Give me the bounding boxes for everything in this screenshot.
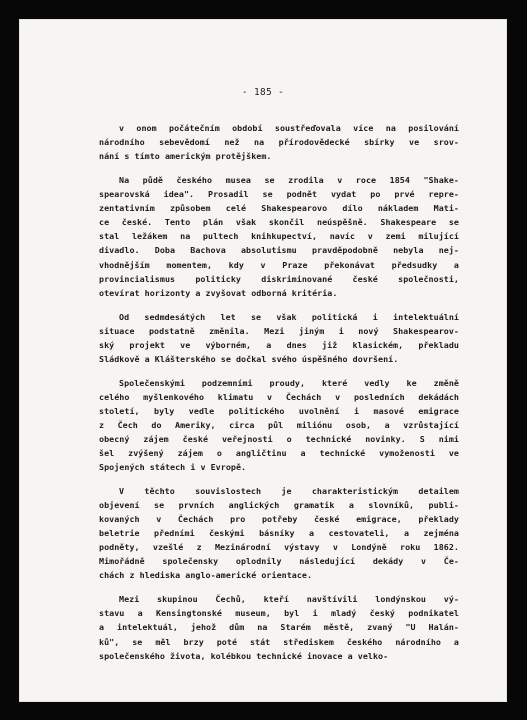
text-line: Od sedmdesátých let se však politická i intelektuální bbox=[119, 311, 459, 322]
paragraph bbox=[99, 592, 459, 662]
text-line: otevírat horizonty a zvyšovat odborná kritéria. bbox=[99, 287, 338, 298]
text-line: Společenskými podzemními proudy, které vedly ke změně bbox=[119, 377, 459, 388]
text-line: obecný zájem české veřejnosti o technické novinky. S nimi bbox=[99, 433, 459, 444]
text-line: vhodnějším momentem, kdy v Praze překonávat předsudky a bbox=[99, 259, 459, 270]
paragraph bbox=[99, 484, 459, 583]
text-line: provincialismus politicky diskriminované české společnosti, bbox=[99, 273, 459, 284]
text-line: z Čech do Ameriky, circa půl miliónu osob, a vzrůstající bbox=[99, 419, 459, 430]
text-line: stavu a Kensingtonské museum, byl i mladý český podnikatel bbox=[99, 608, 459, 619]
text-line: v onom počátečním období soustřeďovala více na posilování bbox=[119, 123, 459, 133]
text-line: Mezi skupinou Čechů, kteří navštívili londýnskou vý- bbox=[119, 594, 459, 605]
text-line: Mimořádně společensky oplodnily následující dekády v Če- bbox=[99, 556, 459, 567]
text-line: Spojených státech i v Evropě. bbox=[99, 462, 247, 473]
text-line: století, byly vedle politického uvolnění i masové emigrace bbox=[99, 405, 459, 416]
text-line: V těchto souvislostech je charakteristickým detailem bbox=[119, 485, 459, 496]
text-line: ce české. Tento plán však skončil neúspěšně. Shakespeare se bbox=[99, 217, 459, 228]
text-line: Sládkově a Klášterského se dočkal svého úspěšného dovršení. bbox=[99, 353, 399, 364]
text-line: společenského života, kolébkou technické inovace a velko- bbox=[99, 650, 389, 661]
text-line: Na půdě českého musea se zrodila v roce 1854 "Shake- bbox=[119, 174, 459, 185]
text-line: národního sebevědomí než na přírodovědecké sbírky ve srov- bbox=[99, 137, 459, 148]
text-line: ský projekt ve výborném, a dnes již klasickém, překladu bbox=[99, 339, 459, 350]
text-line: zentativním způsobem celé Shakespearovo dílo nákladem Mati- bbox=[99, 203, 459, 214]
text-line: kovaných v Čechách pro potřeby české emigrace, překlady bbox=[99, 514, 459, 525]
text-line: stal ležákem na pultech knihkupectví, navíc v zemi milující bbox=[99, 231, 459, 242]
text-line: podněty, vzešlé z Mezinárodní výstavy v Londýně roku 1862. bbox=[99, 542, 459, 553]
document-page bbox=[19, 19, 507, 702]
text-line: celého myšlenkového klimatu v Čechách v posledních dekádách bbox=[99, 391, 459, 402]
text-line: chách z hlediska anglo-americké orientace. bbox=[99, 570, 313, 581]
text-line: a intelektuál, jehož dům na Starém městě, zvaný "U Halán- bbox=[99, 622, 459, 633]
paragraph bbox=[99, 121, 459, 163]
paragraph bbox=[99, 173, 459, 300]
page-number: - 185 - bbox=[241, 87, 285, 98]
text-line: beletrie předními českými básníky a cestovateli, a zejména bbox=[99, 528, 459, 539]
text-line: situace podstatně změnila. Mezi jiným i nový Shakespearov- bbox=[99, 325, 459, 336]
text-line: ků", se měl brzy poté stát střediskem českého národního a bbox=[99, 636, 459, 647]
text-line: šel zvýšený zájem o angličtinu a technické vymoženosti ve bbox=[99, 448, 459, 459]
text-line: objevení se prvních anglických gramatik a slovníků, publi- bbox=[99, 500, 459, 510]
body-text bbox=[99, 121, 459, 672]
text-line: nání s tímto americkým protějškem. bbox=[99, 151, 272, 162]
paragraph bbox=[99, 310, 459, 366]
paragraph bbox=[99, 376, 459, 475]
text-line: spearovská idea". Prosadil se podnět vydat po prvé repre- bbox=[99, 189, 459, 200]
text-line: divadlo. Doba Bachova absolutismu pravděpodobně nebyla nej- bbox=[99, 245, 459, 256]
